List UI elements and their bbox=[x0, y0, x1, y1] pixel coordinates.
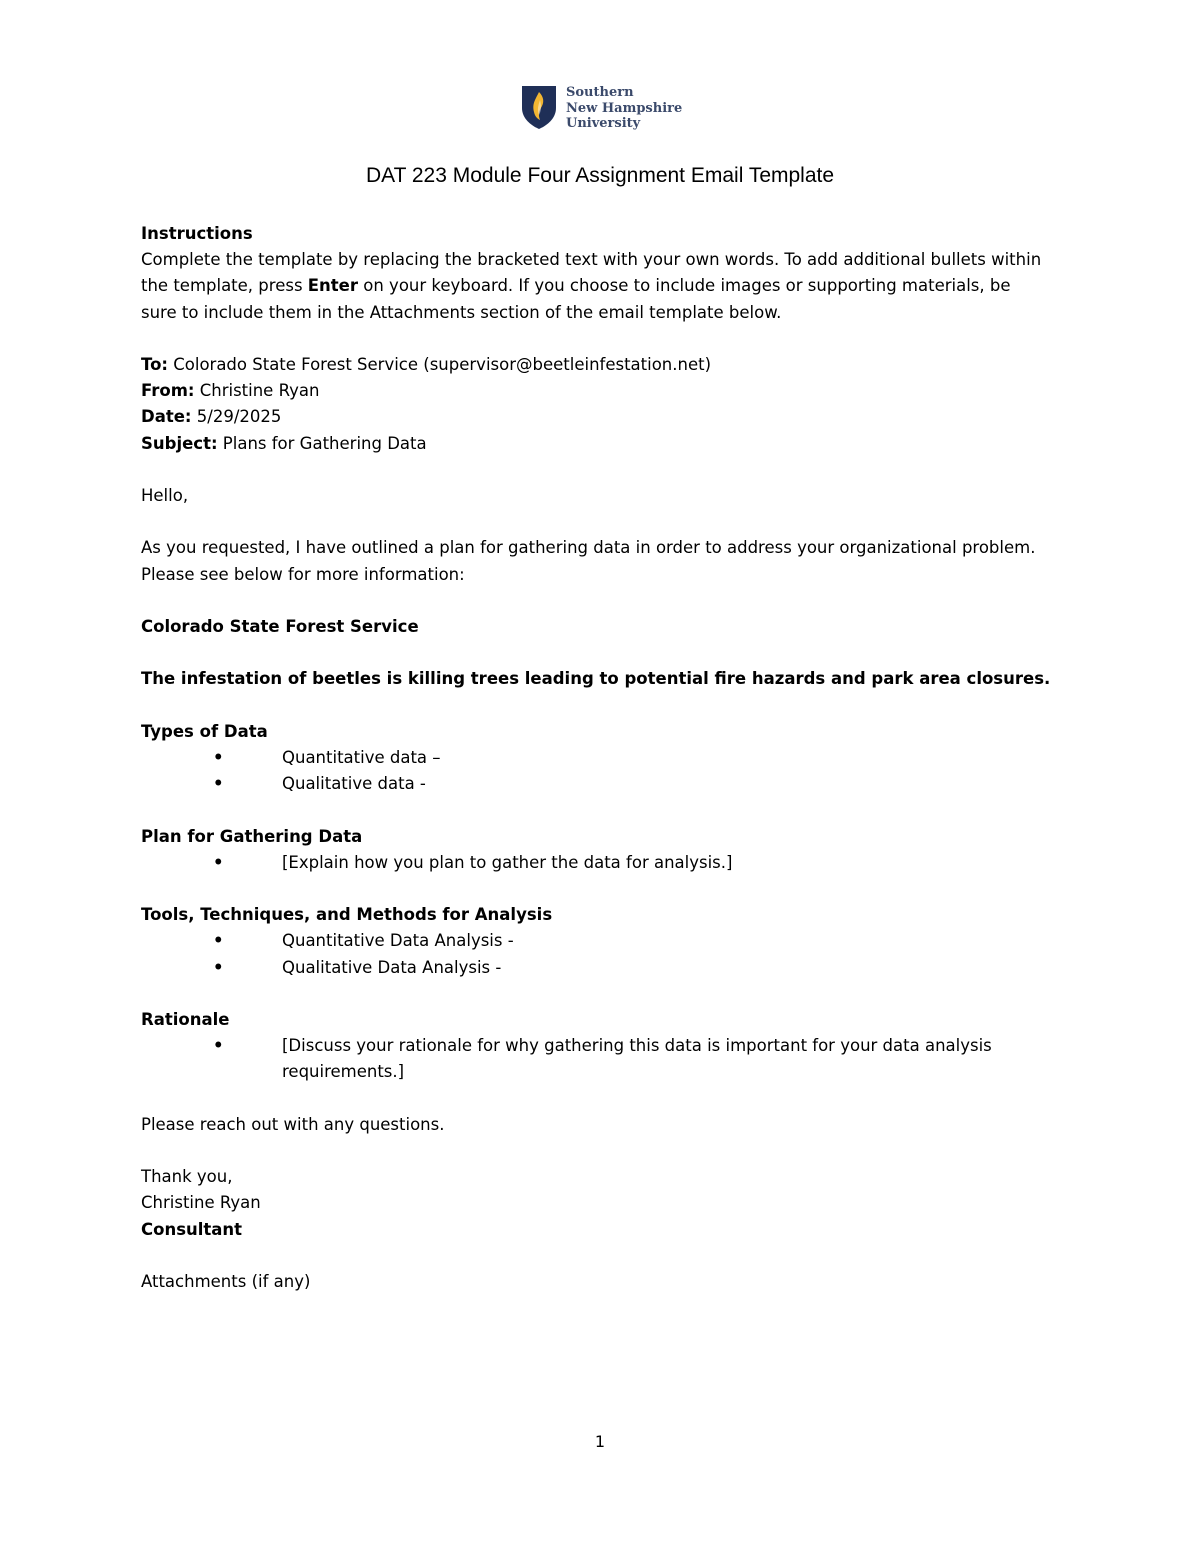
organization-name: Colorado State Forest Service bbox=[141, 616, 419, 636]
closing-line: Please reach out with any questions. bbox=[141, 1114, 445, 1134]
logo-line-2: New Hampshire bbox=[566, 100, 683, 116]
problem-statement: The infestation of beetles is killing trees leading to potential fire hazards and park area closures. bbox=[141, 669, 1051, 689]
greeting: Hello, bbox=[141, 486, 189, 505]
list-item: • [Discuss your rationale for why gathering this data is important for your data analysis requirements.] bbox=[141, 1033, 1051, 1085]
instructions-heading: Instructions bbox=[141, 224, 253, 243]
email-to-line: To: Colorado State Forest Service (supervisor@beetleinfestation.net) bbox=[141, 355, 712, 374]
document-title: DAT 223 Module Four Assignment Email Template bbox=[365, 164, 835, 187]
email-subject-line: Subject: Plans for Gathering Data bbox=[141, 433, 427, 453]
signoff: Thank you, bbox=[141, 1167, 233, 1187]
rationale-heading: Rationale bbox=[141, 1009, 230, 1029]
rationale-list bbox=[141, 1033, 1051, 1085]
logo-line-1: Southern bbox=[566, 85, 634, 100]
list-item: • [Explain how you plan to gather the data for analysis.] bbox=[141, 850, 1051, 876]
plan-heading: Plan for Gathering Data bbox=[141, 826, 363, 846]
email-date-line: Date: 5/29/2025 bbox=[141, 407, 282, 427]
page-number: 1 bbox=[594, 1432, 606, 1451]
tools-heading: Tools, Techniques, and Methods for Analysis bbox=[141, 905, 553, 925]
signer-title: Consultant bbox=[141, 1219, 243, 1239]
logo-line-3: University bbox=[566, 116, 641, 131]
list-item: • Quantitative data – bbox=[141, 745, 1051, 771]
instructions-text: Complete the template by replacing the bracketed text with your own words. To add additional bullets within the template, press Enter on your keyboard. If you choose to include images or supporting materials, be sure to include them in the Attachments section of the email template below. bbox=[141, 250, 1042, 322]
document-body bbox=[141, 221, 1051, 1295]
intro-paragraph: As you requested, I have outlined a plan for gathering data in order to address your organizational problem. Please see below for more information: bbox=[141, 538, 1036, 584]
enter-key-label: Enter bbox=[307, 276, 359, 296]
shield-flame-icon bbox=[520, 84, 558, 130]
email-from-line: From: Christine Ryan bbox=[141, 381, 320, 401]
tools-list bbox=[141, 928, 1051, 980]
university-logo bbox=[520, 84, 690, 134]
list-item: • Quantitative Data Analysis - bbox=[141, 928, 1051, 954]
list-item: • Qualitative Data Analysis - bbox=[141, 955, 1051, 981]
logo-wordmark bbox=[566, 85, 682, 132]
attachments-line: Attachments (if any) bbox=[141, 1271, 311, 1291]
list-item: • Qualitative data - bbox=[141, 771, 1051, 797]
plan-list bbox=[141, 850, 1051, 876]
types-of-data-list bbox=[141, 745, 1051, 797]
types-of-data-heading: Types of Data bbox=[141, 721, 268, 741]
signer-name: Christine Ryan bbox=[141, 1193, 261, 1213]
